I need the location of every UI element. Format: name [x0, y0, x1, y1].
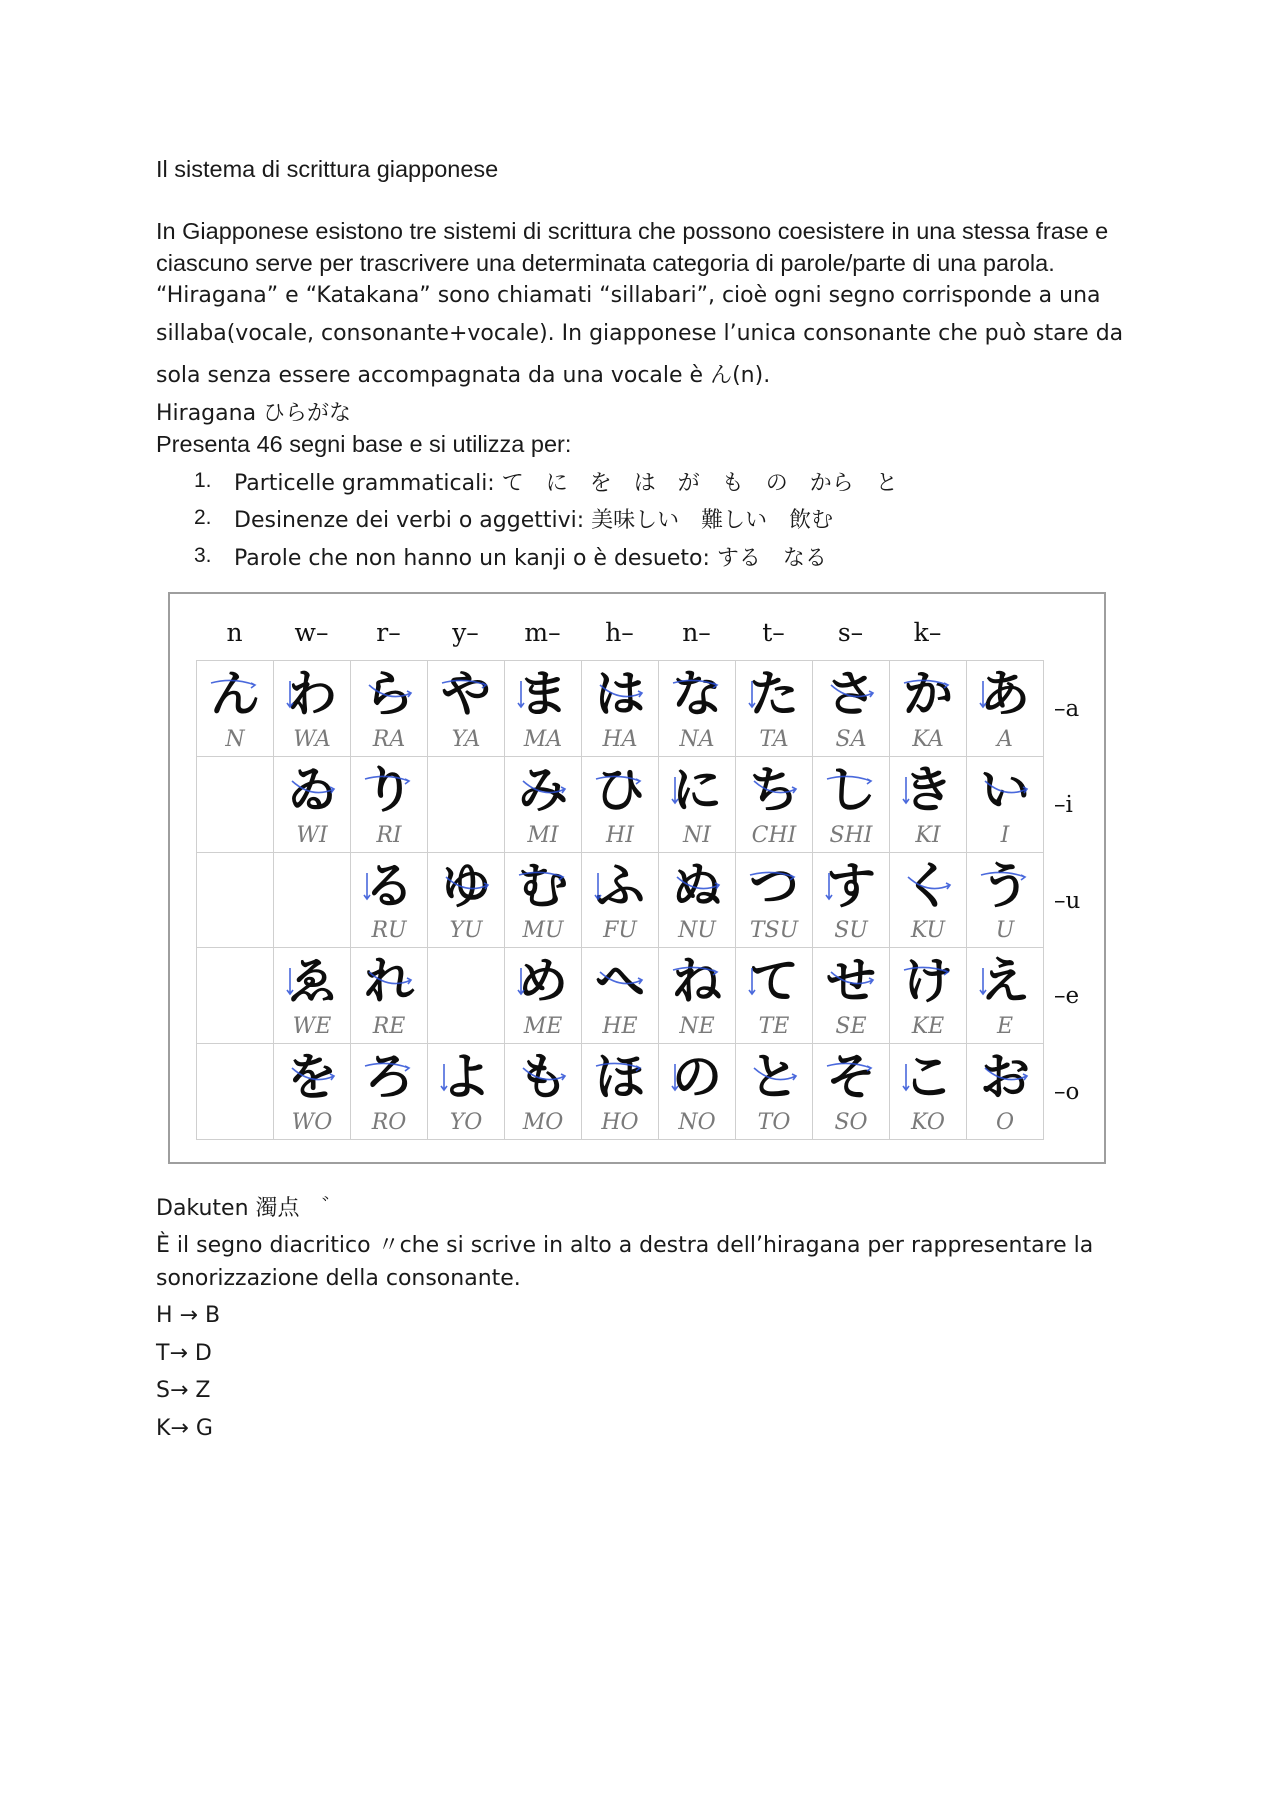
- intro-line-5: sola senza essere accompagnata da una vocale è ん(n).: [156, 363, 771, 388]
- kana-glyph: ふ: [595, 856, 645, 915]
- kana-glyph: た: [749, 665, 799, 723]
- kana-cell: [813, 1044, 890, 1140]
- mapping-t-d: T→ D: [156, 1341, 212, 1366]
- kana-cell: [813, 757, 890, 853]
- kana-cell: [197, 757, 274, 853]
- column-header: m–: [524, 618, 561, 647]
- romaji-label: YO: [449, 1109, 483, 1135]
- kana-glyph: ぬ: [672, 856, 722, 915]
- kana-cell: [505, 948, 582, 1044]
- column-header: t–: [762, 618, 785, 647]
- romaji-label: O: [995, 1109, 1015, 1135]
- romaji-label: TO: [757, 1109, 791, 1135]
- mapping-h-b: H → B: [156, 1303, 221, 1328]
- kana-cell: [351, 853, 428, 949]
- row-header: –u: [1054, 887, 1081, 914]
- romaji-label: HI: [606, 822, 634, 848]
- kana-cell: [890, 757, 967, 853]
- list-item-number: 3.: [194, 544, 212, 567]
- kana-cell: [967, 948, 1044, 1044]
- kana-glyph: や: [441, 665, 491, 723]
- column-header: y–: [452, 618, 479, 647]
- kana-cell: [505, 853, 582, 949]
- kana-cell: [813, 853, 890, 949]
- kana-glyph: あ: [980, 665, 1030, 723]
- kana-cell: [890, 853, 967, 949]
- romaji-label: WO: [291, 1109, 333, 1135]
- kana-cell: [736, 1044, 813, 1140]
- romaji-label: A: [997, 726, 1013, 752]
- romaji-label: FU: [603, 918, 637, 944]
- romaji-label: I: [1000, 822, 1010, 848]
- romaji-label: NI: [683, 822, 711, 848]
- hiragana-intro: Presenta 46 segni base e si utilizza per:: [156, 431, 572, 457]
- column-header: n: [226, 618, 243, 647]
- kana-glyph: む: [518, 856, 568, 915]
- kana-cell: [197, 853, 274, 949]
- romaji-label: MA: [523, 726, 563, 752]
- romaji-label: MI: [527, 822, 559, 848]
- romaji-label: KI: [915, 822, 941, 848]
- column-header: h–: [605, 618, 634, 647]
- list-item-text: Parole che non hanno un kanji o è desueto: する なる: [234, 546, 827, 571]
- kana-glyph: う: [980, 856, 1030, 915]
- kana-glyph: の: [672, 1048, 722, 1107]
- kana-cell: [659, 948, 736, 1044]
- kana-cell: [274, 661, 351, 757]
- kana-glyph: へ: [595, 952, 645, 1011]
- kana-glyph: り: [364, 760, 414, 819]
- list-item-text: Desinenze dei verbi o aggettivi: 美味しい 難しい 飲む: [234, 508, 834, 533]
- romaji-label: MO: [522, 1109, 564, 1135]
- kana-glyph: し: [826, 760, 876, 819]
- romaji-label: WE: [292, 1014, 332, 1040]
- kana-glyph: つ: [749, 856, 799, 915]
- kana-glyph: お: [980, 1048, 1030, 1107]
- kana-glyph: を: [287, 1048, 337, 1107]
- list-item: [156, 466, 1056, 496]
- kana-glyph: ま: [518, 665, 568, 723]
- kana-glyph: ん: [210, 665, 260, 723]
- column-header: w–: [294, 618, 329, 647]
- kana-cell: [582, 853, 659, 949]
- kana-glyph: こ: [903, 1048, 953, 1107]
- romaji-label: SO: [834, 1109, 868, 1135]
- kana-cell: [351, 948, 428, 1044]
- romaji-label: ME: [523, 1014, 563, 1040]
- romaji-label: SU: [834, 918, 868, 944]
- kana-glyph: ほ: [595, 1048, 645, 1107]
- kana-glyph: ら: [364, 665, 414, 723]
- romaji-label: N: [225, 726, 245, 752]
- romaji-label: NE: [679, 1014, 715, 1040]
- romaji-label: KO: [911, 1109, 945, 1135]
- romaji-label: WI: [296, 822, 328, 848]
- romaji-label: HO: [601, 1109, 639, 1135]
- mapping-k-g: K→ G: [156, 1416, 213, 1441]
- kana-cell: [351, 661, 428, 757]
- kana-cell: [197, 948, 274, 1044]
- intro-line-4: sillaba(vocale, consonante+vocale). In giapponese l’unica consonante che può stare da: [156, 321, 1124, 346]
- kana-cell: [582, 1044, 659, 1140]
- kana-cell: [582, 757, 659, 853]
- mapping-s-z: S→ Z: [156, 1378, 211, 1403]
- romaji-label: CHI: [751, 822, 797, 848]
- intro-line-3: “Hiragana” e “Katakana” sono chiamati “sillabari”, cioè ogni segno corrisponde a una: [156, 283, 1101, 308]
- list-item: [156, 541, 1056, 571]
- column-header: s–: [837, 618, 864, 647]
- row-header: –e: [1054, 983, 1080, 1010]
- romaji-label: KA: [912, 726, 944, 752]
- romaji-label: SA: [835, 726, 867, 752]
- kana-glyph: ゐ: [287, 760, 337, 819]
- kana-glyph: ち: [749, 760, 799, 819]
- romaji-label: WA: [293, 726, 331, 752]
- kana-cell: [967, 661, 1044, 757]
- kana-glyph: な: [672, 665, 722, 723]
- kana-cell: [813, 948, 890, 1044]
- list-item-number: 2.: [194, 506, 212, 529]
- kana-cell: [967, 853, 1044, 949]
- kana-cell: [659, 661, 736, 757]
- romaji-label: MU: [522, 918, 564, 944]
- kana-cell: [736, 661, 813, 757]
- romaji-label: KE: [911, 1014, 945, 1040]
- kana-glyph: そ: [826, 1048, 876, 1107]
- kana-cell: [428, 1044, 505, 1140]
- romaji-label: TA: [759, 726, 789, 752]
- kana-cell: [736, 757, 813, 853]
- kana-glyph: せ: [826, 952, 876, 1011]
- list-item: [156, 503, 1056, 533]
- list-item-text: Particelle grammaticali: て に を は が も の から と: [234, 471, 898, 496]
- romaji-label: E: [996, 1014, 1014, 1040]
- kana-glyph: ひ: [595, 760, 645, 819]
- kana-glyph: ゑ: [287, 952, 337, 1011]
- romaji-label: RO: [371, 1109, 407, 1135]
- list-item-number: 1.: [194, 469, 212, 492]
- kana-glyph: れ: [364, 952, 414, 1011]
- kana-cell: [582, 948, 659, 1044]
- kana-cell: [967, 757, 1044, 853]
- kana-glyph: み: [518, 760, 568, 819]
- kana-cell: [428, 948, 505, 1044]
- kana-cell: [505, 1044, 582, 1140]
- kana-cell: [659, 1044, 736, 1140]
- kana-cell: [736, 948, 813, 1044]
- kana-glyph: ろ: [364, 1048, 414, 1107]
- kana-glyph: く: [903, 856, 953, 915]
- kana-glyph: さ: [826, 665, 876, 723]
- kana-glyph: き: [903, 760, 953, 819]
- dakuten-line-2: sonorizzazione della consonante.: [156, 1266, 521, 1291]
- romaji-label: HE: [602, 1014, 638, 1040]
- kana-glyph: ゆ: [441, 856, 491, 915]
- kana-cell: [428, 661, 505, 757]
- intro-line-2: ciascuno serve per trascrivere una determinata categoria di parole/parte di una parola.: [156, 250, 1055, 276]
- column-header: k–: [913, 618, 942, 647]
- kana-cell: [274, 853, 351, 949]
- romaji-label: RI: [376, 822, 402, 848]
- kana-cell: [659, 757, 736, 853]
- kana-cell: [274, 757, 351, 853]
- kana-glyph: わ: [287, 665, 337, 723]
- kana-cell: [582, 661, 659, 757]
- kana-cell: [505, 661, 582, 757]
- kana-glyph: け: [903, 952, 953, 1011]
- kana-cell: [274, 948, 351, 1044]
- column-header: n–: [682, 618, 711, 647]
- romaji-label: RE: [372, 1014, 406, 1040]
- kana-glyph: る: [364, 856, 414, 915]
- romaji-label: RU: [371, 918, 407, 944]
- kana-glyph: も: [518, 1048, 568, 1107]
- romaji-label: NO: [678, 1109, 716, 1135]
- row-header: –a: [1054, 696, 1080, 722]
- romaji-label: NA: [679, 726, 715, 752]
- romaji-label: YA: [451, 726, 481, 752]
- kana-cell: [890, 1044, 967, 1140]
- kana-cell: [967, 1044, 1044, 1140]
- kana-glyph: に: [672, 760, 722, 819]
- hiragana-grid: [196, 660, 1044, 1140]
- kana-cell: [890, 661, 967, 757]
- kana-cell: [274, 1044, 351, 1140]
- kana-glyph: か: [903, 665, 953, 723]
- kana-cell: [813, 661, 890, 757]
- kana-glyph: て: [749, 952, 799, 1011]
- kana-glyph: と: [749, 1048, 799, 1107]
- column-header: r–: [376, 618, 401, 647]
- kana-glyph: よ: [441, 1048, 491, 1107]
- romaji-label: U: [995, 918, 1015, 944]
- romaji-label: KU: [910, 918, 946, 944]
- kana-cell: [197, 661, 274, 757]
- row-header: –i: [1054, 791, 1073, 818]
- kana-cell: [736, 853, 813, 949]
- kana-glyph: は: [595, 665, 645, 723]
- romaji-label: RA: [372, 726, 406, 752]
- kana-glyph: え: [980, 952, 1030, 1011]
- kana-glyph: め: [518, 952, 568, 1011]
- intro-line-1: In Giapponese esistono tre sistemi di scrittura che possono coesistere in una stessa frase e: [156, 218, 1109, 244]
- romaji-label: SE: [835, 1014, 867, 1040]
- kana-glyph: い: [980, 760, 1030, 819]
- dakuten-heading: Dakuten 濁点 ゛: [156, 1196, 344, 1221]
- romaji-label: SHI: [829, 822, 873, 848]
- row-header: –o: [1054, 1079, 1080, 1106]
- romaji-label: TE: [758, 1014, 790, 1040]
- dakuten-line-1: È il segno diacritico 〃che si scrive in alto a destra dell’hiragana per rappresentare la: [156, 1233, 1094, 1258]
- hiragana-chart: [168, 592, 1106, 1164]
- kana-cell: [197, 1044, 274, 1140]
- kana-glyph: す: [826, 856, 876, 915]
- kana-cell: [351, 1044, 428, 1140]
- kana-cell: [351, 757, 428, 853]
- kana-cell: [890, 948, 967, 1044]
- kana-cell: [428, 757, 505, 853]
- romaji-label: NU: [678, 918, 716, 944]
- romaji-label: TSU: [749, 918, 799, 944]
- kana-cell: [659, 853, 736, 949]
- kana-glyph: ね: [672, 952, 722, 1011]
- romaji-label: HA: [602, 726, 638, 752]
- hiragana-heading: Hiragana ひらがな: [156, 401, 352, 426]
- kana-cell: [505, 757, 582, 853]
- document-title: Il sistema di scrittura giapponese: [156, 156, 499, 182]
- romaji-label: YU: [449, 918, 483, 944]
- kana-cell: [428, 853, 505, 949]
